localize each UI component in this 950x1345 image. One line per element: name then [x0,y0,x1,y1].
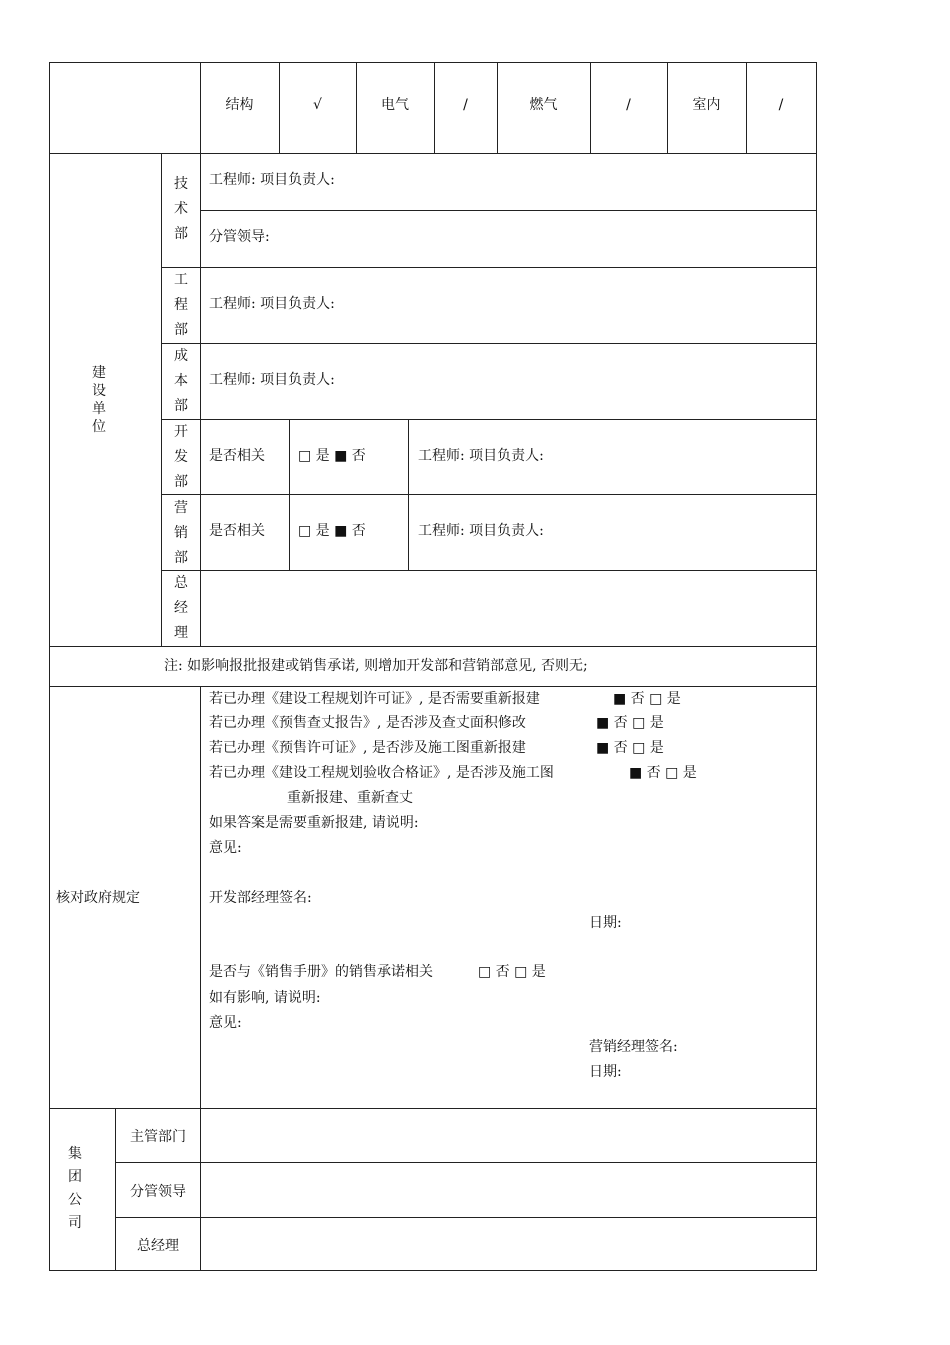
cost-dept-label [162,344,200,419]
label-char: 团 [68,1169,82,1185]
gov-q5: 是否与《销售手册》的销售承诺相关 [209,964,433,980]
dev-dept-relevance-label: 是否相关 [209,448,265,464]
tech-dept-engineer-line: 工程师: 项目负责人: [209,172,335,188]
gov-q4-continuation: 重新报建、重新查丈 [287,790,413,806]
tech-dept-label [162,172,200,247]
gov-q5-checkbox[interactable]: □ 否 □ 是 [478,964,546,980]
table-border-bottom [49,1270,817,1271]
col-divider [408,419,409,570]
row-divider [161,267,817,268]
label-char: 发 [174,449,188,465]
row-divider [161,343,817,344]
marketing-dept-relevance-label: 是否相关 [209,523,265,539]
header-label-gas: 燃气 [529,97,558,113]
marketing-manager-signature: 营销经理签名: [589,1039,678,1055]
label-char: 设 [92,383,106,399]
label-char: 工 [174,272,188,288]
row-divider [49,646,817,647]
header-label-electrical: 电气 [381,97,409,113]
group-row-label: 主管部门 [130,1129,186,1145]
label-char: 位 [92,419,106,435]
header-label-interior: 室内 [692,97,721,113]
group-supervisor-field[interactable] [201,1109,816,1162]
date-2: 日期: [589,1064,622,1080]
group-gm-field[interactable] [201,1218,816,1270]
label-char: 集 [68,1146,82,1162]
gov-q2-checkbox[interactable]: ■ 否 □ 是 [596,715,664,731]
gov-q1-checkbox[interactable]: ■ 否 □ 是 [613,691,681,707]
header-value-electrical: / [463,97,468,113]
note-text: 注: 如影响报批报建或销售承诺, 则增加开发部和营销部意见, 否则无; [164,658,588,674]
eng-dept-engineer-line: 工程师: 项目负责人: [209,296,335,312]
cost-dept-engineer-line: 工程师: 项目负责人: [209,372,335,388]
row-divider [161,419,817,420]
group-leader-field[interactable] [201,1163,816,1217]
row-divider [49,686,817,687]
marketing-dept-label [162,496,200,571]
table-border-left [49,62,50,1271]
label-char: 部 [174,550,188,566]
gov-q4-checkbox[interactable]: ■ 否 □ 是 [629,765,697,781]
label-char: 建 [92,365,106,381]
label-char: 部 [174,322,188,338]
label-char: 销 [174,525,188,541]
gov-q2: 若已办理《预售查丈报告》, 是否涉及查丈面积修改 [209,715,526,731]
label-char: 营 [174,500,188,516]
label-char: 部 [174,474,188,490]
gov-opinion-2: 意见: [209,1015,242,1031]
group-company-label [62,1143,88,1235]
eng-dept-label [162,268,200,343]
table-border-top [49,62,817,63]
gov-opinion-1: 意见: [209,840,242,856]
col-divider [289,419,290,570]
header-value-structure: √ [313,97,322,113]
label-char: 成 [174,348,188,364]
dev-dept-label [162,420,200,495]
gov-explain-2: 如有影响, 请说明: [209,990,321,1006]
header-value-interior: / [778,97,784,113]
label-char: 部 [174,398,188,414]
date-1: 日期: [589,915,622,931]
construction-unit-label [86,364,112,436]
label-char: 本 [174,373,188,389]
label-char: 司 [68,1215,82,1231]
gov-q3: 若已办理《预售许可证》, 是否涉及施工图重新报建 [209,740,526,756]
gov-check-label: 核对政府规定 [56,890,140,906]
general-manager-label [162,571,200,646]
label-char: 技 [174,176,188,192]
group-row-label: 分管领导 [130,1184,186,1200]
gov-explain: 如果答案是需要重新报建, 请说明: [209,815,419,831]
row-divider [161,494,817,495]
dev-dept-relevance-checkbox[interactable]: □ 是 ■ 否 [298,448,366,464]
label-char: 程 [174,297,188,313]
label-char: 公 [68,1192,82,1208]
gov-q1: 若已办理《建设工程规划许可证》, 是否需要重新报建 [209,691,540,707]
label-char: 经 [174,600,188,616]
table-border-right [816,62,817,1271]
label-char: 术 [174,201,188,217]
label-char: 开 [174,424,188,440]
group-row-label: 总经理 [137,1238,179,1254]
label-char: 理 [174,625,188,641]
tech-dept-leader-line: 分管领导: [209,229,270,245]
marketing-dept-relevance-checkbox[interactable]: □ 是 ■ 否 [298,523,366,539]
label-char: 总 [174,575,188,591]
header-label-structure: 结构 [225,97,254,113]
gov-q4: 若已办理《建设工程规划验收合格证》, 是否涉及施工图 [209,765,554,781]
label-char: 部 [174,226,188,242]
header-value-gas: / [626,97,631,113]
marketing-dept-engineer-line: 工程师: 项目负责人: [418,523,544,539]
label-char: 单 [92,401,106,417]
row-divider [49,153,817,154]
row-divider [200,210,817,211]
dev-dept-engineer-line: 工程师: 项目负责人: [418,448,544,464]
general-manager-field[interactable] [201,571,816,646]
dev-manager-signature: 开发部经理签名: [209,890,312,906]
gov-q3-checkbox[interactable]: ■ 否 □ 是 [596,740,664,756]
